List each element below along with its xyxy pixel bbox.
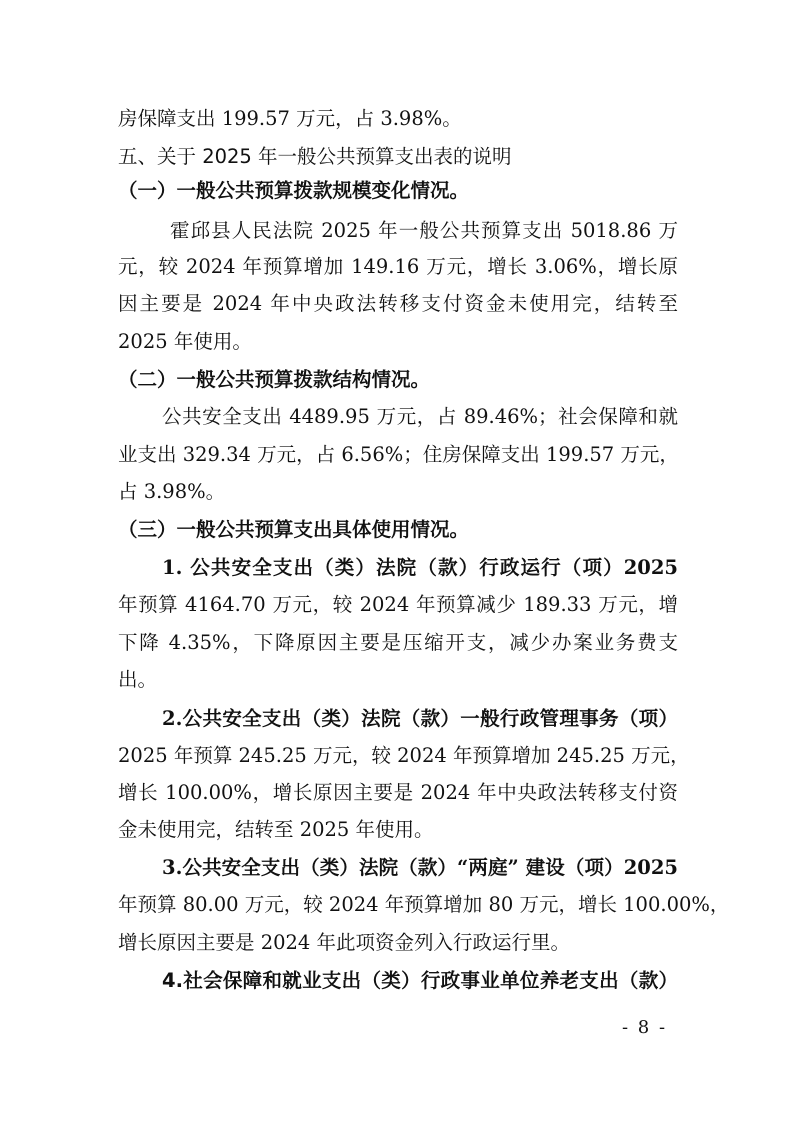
paragraph-line: 年预算 4164.70 万元，较 2024 年预算减少 189.33 万元，增 (118, 593, 678, 616)
paragraph-line: 年预算 80.00 万元，较 2024 年预算增加 80 万元，增长 100.00%， (118, 893, 730, 916)
item-heading-line: 3.公共安全支出（类）法院（款）“两庭” 建设（项）2025 (162, 856, 678, 879)
item-heading-line: 1. 公共安全支出（类）法院（款）行政运行（项）2025 (162, 556, 678, 579)
paragraph-line: 霍邱县人民法院 2025 年一般公共预算支出 5018.86 万 (170, 219, 678, 242)
paragraph-line: 下降 4.35%，下降原因主要是压缩开支，减少办案业务费支 (118, 631, 678, 654)
section-heading: 五、关于 2025 年一般公共预算支出表的说明 (118, 145, 512, 168)
subsection-heading: （一）一般公共预算拨款规模变化情况。 (118, 179, 470, 202)
paragraph-line: 元，较 2024 年预算增加 149.16 万元，增长 3.06%，增长原 (118, 255, 678, 278)
subsection-heading: （二）一般公共预算拨款结构情况。 (118, 368, 431, 391)
paragraph-line: 出。 (118, 668, 158, 691)
paragraph-line: 增长原因主要是 2024 年此项资金列入行政运行里。 (118, 931, 571, 954)
paragraph-line: 因主要是 2024 年中央政法转移支付资金未使用完，结转至 (118, 292, 678, 315)
paragraph-line: 金未使用完，结转至 2025 年使用。 (118, 818, 434, 841)
subsection-heading: （三）一般公共预算支出具体使用情况。 (118, 518, 470, 541)
item-heading-line: 4.社会保障和就业支出（类）行政事业单位养老支出（款） (162, 969, 678, 992)
paragraph-line: 2025 年使用。 (118, 330, 252, 353)
paragraph-line: 占 3.98%。 (118, 480, 226, 503)
paragraph-line: 增长 100.00%，增长原因主要是 2024 年中央政法转移支付资 (118, 781, 678, 804)
paragraph-line: 业支出 329.34 万元，占 6.56%；住房保障支出 199.57 万元， (118, 443, 679, 466)
paragraph-line: 2025 年预算 245.25 万元，较 2024 年预算增加 245.25 万元， (118, 744, 690, 767)
page-number: - 8 - (622, 1017, 668, 1038)
item-heading-line: 2.公共安全支出（类）法院（款）一般行政管理事务（项） (162, 707, 678, 730)
text-line: 房保障支出 199.57 万元，占 3.98%。 (118, 107, 462, 130)
paragraph-line: 公共安全支出 4489.95 万元，占 89.46%；社会保障和就 (162, 405, 678, 428)
